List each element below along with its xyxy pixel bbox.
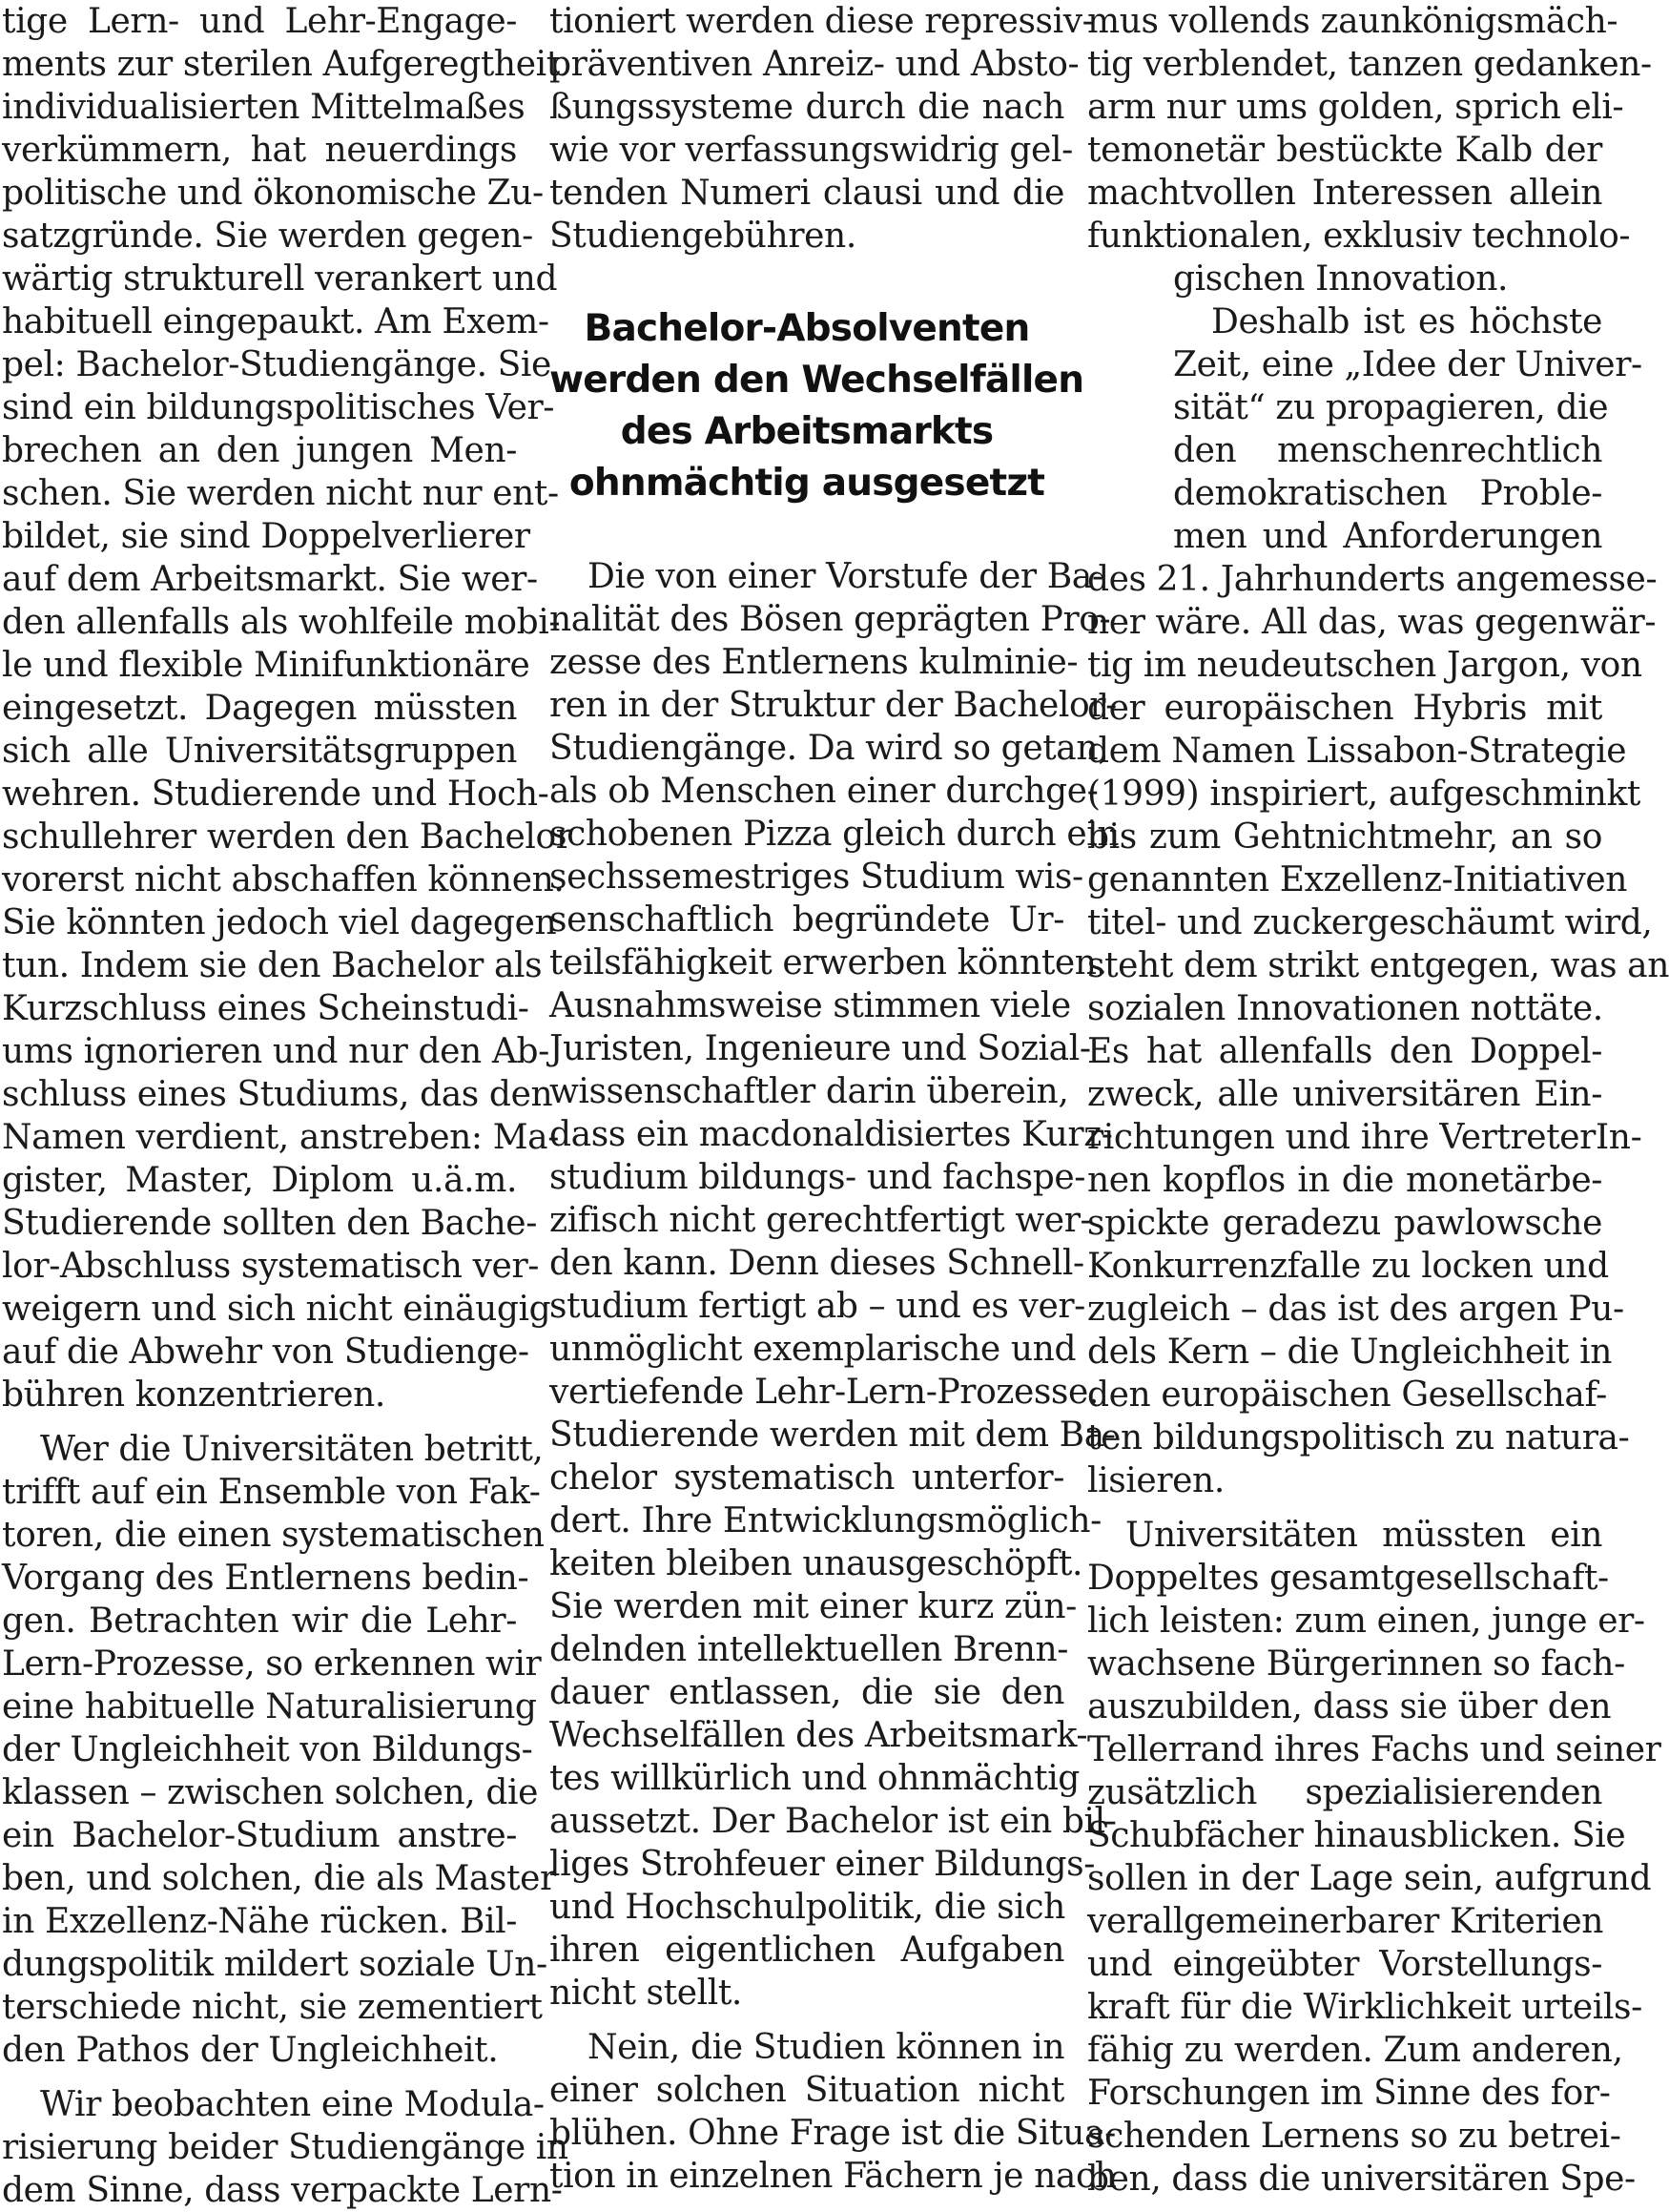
text-line: ner wäre. All das, was gegenwär-: [1087, 603, 1657, 642]
subheadline-line: ohnmächtig ausgesetzt: [568, 462, 1045, 505]
text-line: schluss eines Studiums, das den: [2, 1075, 553, 1114]
text-line: ten bildungspolitisch zu natura-: [1087, 1418, 1630, 1457]
text-line: arm nur ums golden, sprich eli-: [1087, 88, 1624, 127]
text-line: als ob Menschen einer durchge-: [549, 772, 1099, 811]
text-line: schullehrer werden den Bachelor: [2, 817, 572, 857]
text-line: sich alle Universitätsgruppen: [2, 732, 517, 771]
text-line: studium bildungs- und fachspe-: [549, 1158, 1086, 1197]
text-line: spickte geradezu pawlowsche: [1087, 1204, 1602, 1243]
article-subheadline: [549, 303, 1084, 509]
text-line: tig im neudeutschen Jargon, von: [1087, 646, 1642, 685]
text-line: den europäischen Gesellschaf-: [1087, 1375, 1607, 1415]
text-line: Forschungen im Sinne des for-: [1087, 2074, 1611, 2113]
text-line: bildet, sie sind Doppelverlierer: [2, 517, 530, 556]
paragraph: [2, 0, 572, 1416]
text-line: dauer entlassen, die sie den: [549, 1673, 1064, 1712]
text-line: wärtig strukturell verankert und: [2, 259, 558, 299]
text-line: dels Kern – die Ungleichheit in: [1087, 1333, 1613, 1372]
text-line: den allenfalls als wohlfeile mobi-: [2, 603, 561, 642]
text-line: ben, und solchen, die als Master: [2, 1859, 556, 1898]
text-line: zifisch nicht gerechtfertigt wer-: [549, 1201, 1092, 1240]
text-line: Studierende werden mit dem Ba-: [549, 1416, 1116, 1455]
text-line: titel- und zuckergeschäumt wird,: [1087, 903, 1653, 942]
subheadline-line: Bachelor-Absolventen: [584, 307, 1030, 350]
text-line: unmöglicht exemplarische und: [549, 1330, 1077, 1369]
text-line: klassen – zwischen solchen, die: [2, 1773, 539, 1812]
text-line: dem Namen Lissabon-Strategie: [1087, 732, 1627, 771]
text-line: Studiengebühren.: [549, 217, 856, 256]
text-line: Namen verdient, anstreben: Ma-: [2, 1118, 559, 1157]
text-line: (1999) inspiriert, aufgeschminkt: [1087, 775, 1640, 814]
text-line: chelor systematisch unterfor-: [549, 1458, 1064, 1498]
text-line: satzgründe. Sie werden gegen-: [2, 217, 533, 256]
text-line: aussetzt. Der Bachelor ist ein bil-: [549, 1802, 1117, 1841]
text-line: zusätzlich spezialisierenden: [1087, 1773, 1602, 1812]
text-line: Es hat allenfalls den Doppel-: [1087, 1032, 1602, 1071]
text-line: lisieren.: [1087, 1461, 1225, 1500]
text-line: ihren eigentlichen Aufgaben: [549, 1931, 1064, 1970]
text-line: bis zum Gehtnichtmehr, an so: [1087, 817, 1602, 857]
text-line: zweck, alle universitären Ein-: [1087, 1075, 1602, 1114]
text-line: dem Sinne, dass verpackte Lern-: [2, 2171, 563, 2210]
left-column: [2, 0, 572, 2212]
paragraph: [1087, 1514, 1661, 2201]
text-line: Konkurrenzfalle zu locken und: [1087, 1247, 1609, 1286]
text-line: nalität des Bösen geprägten Pro-: [549, 600, 1111, 639]
text-line: der europäischen Hybris mit: [1087, 689, 1602, 728]
text-line: studium fertigt ab – und es ver-: [549, 1287, 1085, 1326]
text-line: den kann. Denn dieses Schnell-: [549, 1244, 1084, 1283]
text-line: ein Bachelor-Studium anstre-: [2, 1816, 517, 1855]
text-line: Zeit, eine „Idee der Univer-: [1173, 345, 1642, 384]
text-line: tes willkürlich und ohnmächtig: [549, 1759, 1080, 1798]
paragraph: [549, 555, 1120, 2015]
text-line: nicht stellt.: [549, 1974, 742, 2013]
subheadline-line: des Arbeitsmarkts: [620, 410, 994, 453]
text-line: Ausnahmsweise stimmen viele: [549, 986, 1071, 1025]
text-line: und eingeübter Vorstellungs-: [1087, 1945, 1602, 1984]
right-column: [1087, 0, 1669, 2201]
text-line: Nein, die Studien können in: [587, 2028, 1065, 2067]
text-line: blühen. Ohne Frage ist die Situa-: [549, 2114, 1116, 2153]
text-line: dert. Ihre Entwicklungsmöglich-: [549, 1501, 1102, 1540]
text-line: tion in einzelnen Fächern je nach: [549, 2157, 1117, 2196]
text-line: präventiven Anreiz- und Absto-: [549, 45, 1080, 84]
text-line: bühren konzentrieren.: [2, 1375, 385, 1415]
text-line: temonetär bestückte Kalb der: [1087, 131, 1602, 170]
text-line: tenden Numeri clausi und die: [549, 174, 1064, 213]
text-line: dungspolitik mildert soziale Un-: [2, 1945, 547, 1984]
text-line: teilsfähigkeit erwerben könnten.: [549, 943, 1107, 982]
text-line: vertiefende Lehr-Lern-Prozesse.: [549, 1373, 1099, 1412]
text-line: brechen an den jungen Men-: [2, 431, 517, 470]
text-line: keiten bleiben unausgeschöpft.: [549, 1544, 1083, 1583]
text-line: Sie könnten jedoch viel dagegen: [2, 903, 557, 942]
text-line: des 21. Jahrhunderts angemesse-: [1087, 560, 1658, 599]
text-line: Tellerrand ihres Fachs und seiner: [1087, 1730, 1661, 1769]
text-line: richtungen und ihre VertreterIn-: [1087, 1118, 1642, 1157]
text-line: sität“ zu propagieren, die: [1173, 388, 1609, 427]
text-line: auszubilden, dass sie über den: [1087, 1687, 1612, 1726]
text-line: schen. Sie werden nicht nur ent-: [2, 474, 559, 513]
text-line: men und Anforderungen: [1173, 517, 1602, 556]
text-line: weigern und sich nicht einäugig: [2, 1290, 551, 1329]
text-line: tioniert werden diese repressiv-: [549, 2, 1094, 41]
text-line: zesse des Entlernens kulminie-: [549, 643, 1079, 682]
text-line: Juristen, Ingenieure und Sozial-: [549, 1029, 1091, 1068]
subheadline-line: werden den Wechselfällen: [549, 359, 1084, 402]
text-line: sozialen Innovationen nottäte.: [1087, 989, 1603, 1028]
text-line: fähig zu werden. Zum anderen,: [1087, 2031, 1623, 2070]
text-line: gen. Betrachten wir die Lehr-: [2, 1602, 517, 1641]
text-line: ßungssysteme durch die nach: [549, 88, 1064, 127]
text-line: der Ungleichheit von Bildungs-: [2, 1730, 533, 1769]
text-line: politische und ökonomische Zu-: [2, 174, 544, 213]
paragraph: [1087, 0, 1652, 300]
middle-column: [549, 0, 1120, 2198]
text-line: sollen in der Lage sein, aufgrund: [1087, 1859, 1652, 1898]
text-line: trifft auf ein Ensemble von Fak-: [2, 1473, 541, 1512]
text-line: lor-Abschluss systematisch ver-: [2, 1247, 540, 1286]
text-line: mus vollends zaunkönigsmäch-: [1087, 2, 1618, 41]
text-line: eingesetzt. Dagegen müssten: [2, 689, 517, 728]
text-line: pel: Bachelor-Studiengänge. Sie: [2, 345, 551, 384]
text-line: verallgemeinerbarer Kriterien: [1087, 1902, 1604, 1941]
paragraph: [2, 2083, 568, 2212]
text-line: funktionalen, exklusiv technolo-: [1087, 217, 1631, 256]
text-line: in Exzellenz-Nähe rücken. Bil-: [2, 1902, 517, 1941]
text-line: lich leisten: zum einen, junge er-: [1087, 1602, 1645, 1641]
text-line: Wir beobachten eine Modula-: [40, 2085, 545, 2124]
text-line: wie vor verfassungswidrig gel-: [549, 131, 1073, 170]
text-line: Doppeltes gesamtgesellschaft-: [1087, 1559, 1609, 1598]
paragraph: [549, 2026, 1117, 2198]
text-line: wehren. Studierende und Hoch-: [2, 775, 549, 814]
text-line: den menschenrechtlich: [1173, 431, 1602, 470]
text-line: sind ein bildungspolitisches Ver-: [2, 388, 555, 427]
text-line: risierung beider Studiengänge in: [2, 2128, 568, 2167]
text-line: liges Strohfeuer einer Bildungs-: [549, 1845, 1096, 1884]
text-line: Studiengänge. Da wird so getan,: [549, 729, 1109, 768]
text-line: individualisierten Mittelmaßes: [2, 88, 525, 127]
text-line: Universitäten müssten ein: [1125, 1516, 1602, 1555]
text-line: le und flexible Minifunktionäre: [2, 646, 530, 685]
text-line: sechssemestriges Studium wis-: [549, 858, 1083, 897]
text-line: Lern-Prozesse, so erkennen wir: [2, 1644, 542, 1684]
paragraph: [2, 1428, 556, 2072]
text-line: machtvollen Interessen allein: [1087, 174, 1602, 213]
paragraph: [1087, 300, 1669, 1502]
text-line: Deshalb ist es höchste: [1211, 302, 1602, 341]
text-line: gischen Innovation.: [1173, 259, 1509, 299]
paragraph: [549, 0, 1094, 258]
text-line: Sie werden mit einer kurz zün-: [549, 1587, 1077, 1626]
text-line: den Pathos der Ungleichheit.: [2, 2031, 499, 2070]
text-line: Wer die Universitäten betritt,: [40, 1430, 544, 1469]
text-line: ren in der Struktur der Bachelor-: [549, 686, 1117, 725]
text-line: Studierende sollten den Bache-: [2, 1204, 537, 1243]
text-line: schenden Lernens so zu betrei-: [1087, 2117, 1621, 2156]
text-line: genannten Exzellenz-Initiativen: [1087, 860, 1628, 899]
text-line: nen kopflos in die monetärbe-: [1087, 1161, 1602, 1200]
text-line: toren, die einen systematischen: [2, 1516, 545, 1555]
text-line: schobenen Pizza gleich durch ein: [549, 815, 1120, 854]
text-line: steht dem strikt entgegen, was an: [1087, 946, 1669, 985]
text-line: tig verblendet, tanzen gedanken-: [1087, 45, 1652, 84]
text-line: gister, Master, Diplom u.ä.m.: [2, 1161, 517, 1200]
text-line: terschiede nicht, sie zementiert: [2, 1988, 543, 2027]
text-line: auf die Abwehr von Studienge-: [2, 1333, 529, 1372]
text-line: auf dem Arbeitsmarkt. Sie wer-: [2, 560, 538, 599]
text-line: wissenschaftler darin überein,: [549, 1072, 1069, 1111]
text-line: ums ignorieren und nur den Ab-: [2, 1032, 549, 1071]
text-line: habituell eingepaukt. Am Exem-: [2, 302, 549, 341]
text-line: ments zur sterilen Aufgeregtheit: [2, 45, 560, 84]
text-line: Wechselfällen des Arbeitsmark-: [549, 1716, 1088, 1755]
text-line: vorerst nicht abschaffen können.: [2, 860, 565, 899]
text-line: einer solchen Situation nicht: [549, 2071, 1064, 2110]
text-line: eine habituelle Naturalisierung: [2, 1687, 537, 1726]
text-line: Die von einer Vorstufe der Ba-: [587, 557, 1103, 596]
text-line: tun. Indem sie den Bachelor als: [2, 946, 543, 985]
text-line: dass ein macdonaldisiertes Kurz-: [549, 1115, 1113, 1154]
text-line: wachsene Bürgerinnen so fach-: [1087, 1644, 1625, 1684]
text-line: Vorgang des Entlernens bedin-: [2, 1559, 529, 1598]
text-line: senschaftlich begründete Ur-: [549, 900, 1064, 940]
text-line: Schubfächer hinausblicken. Sie: [1087, 1816, 1626, 1855]
text-line: und Hochschulpolitik, die sich: [549, 1888, 1065, 1927]
text-line: ben, dass die universitären Spe-: [1087, 2160, 1636, 2199]
text-line: Kurzschluss eines Scheinstudi-: [2, 989, 529, 1028]
text-line: zugleich – das ist des argen Pu-: [1087, 1290, 1624, 1329]
text-line: demokratischen Proble-: [1173, 474, 1602, 513]
text-line: tige Lern- und Lehr-Engage-: [2, 2, 517, 41]
text-line: kraft für die Wirklichkeit urteils-: [1087, 1988, 1642, 2027]
text-line: delnden intellektuellen Brenn-: [549, 1630, 1069, 1669]
text-line: verkümmern, hat neuerdings: [2, 131, 517, 170]
